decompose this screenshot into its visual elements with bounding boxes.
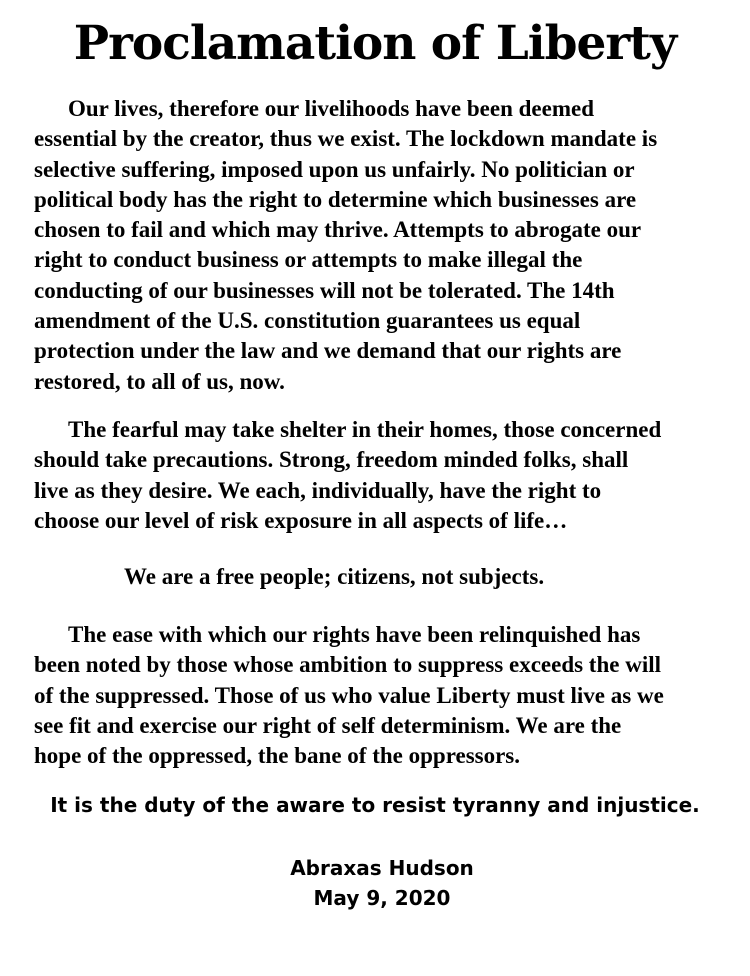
paragraph-fearful: [34, 415, 724, 536]
paragraph-line: conducting of our businesses will not be tolerated. The 14th: [34, 277, 615, 303]
paragraph-relinquished: [34, 620, 724, 771]
paragraph-free-people: [124, 562, 750, 592]
paragraph-line: of the suppressed. Those of us who value Liberty must live as we: [34, 682, 664, 708]
paragraph-line: The fearful may take shelter in their homes, those concerned: [68, 417, 662, 442]
signature-date: May 9, 2020: [313, 886, 451, 910]
paragraph-line: see fit and exercise our right of self determinism. We are the: [34, 712, 622, 738]
signature-name: Abraxas Hudson: [290, 856, 474, 880]
paragraph-line: chosen to fail and which may thrive. Attempts to abrogate our: [34, 217, 642, 243]
paragraph-line: restored, to all of us, now.: [34, 368, 285, 394]
paragraph-line: should take precautions. Strong, freedom minded folks, shall: [34, 447, 629, 473]
paragraph-line: The ease with which our rights have been relinquished has: [68, 622, 641, 647]
paragraph-line: hope of the oppressed, the bane of the oppressors.: [34, 743, 521, 769]
closing-statement: It is the duty of the aware to resist tyranny and injustice.: [50, 793, 700, 817]
paragraph-line: essential by the creator, thus we exist. The lockdown mandate is: [34, 126, 658, 152]
paragraph-line: been noted by those whose ambition to suppress exceeds the will: [34, 652, 661, 678]
paragraph-line: amendment of the U.S. constitution guarantees us equal: [34, 308, 581, 334]
paragraph-lockdown: [34, 94, 724, 397]
paragraph-line: protection under the law and we demand that our rights are: [34, 338, 622, 364]
signature-block: [0, 853, 750, 913]
paragraph-line: Our lives, therefore our livelihoods have been deemed: [68, 96, 594, 121]
paragraph-line: We are a free people; citizens, not subjects.: [124, 564, 545, 589]
paragraph-line: choose our level of risk exposure in all aspects of life…: [34, 507, 568, 533]
paragraph-line: political body has the right to determine which businesses are: [34, 186, 637, 212]
document-title: Proclamation of Liberty: [73, 16, 677, 71]
paragraph-line: right to conduct business or attempts to make illegal the: [34, 247, 583, 273]
paragraph-line: selective suffering, imposed upon us unfairly. No politician or: [34, 156, 635, 182]
paragraph-line: live as they desire. We each, individually, have the right to: [34, 477, 602, 503]
